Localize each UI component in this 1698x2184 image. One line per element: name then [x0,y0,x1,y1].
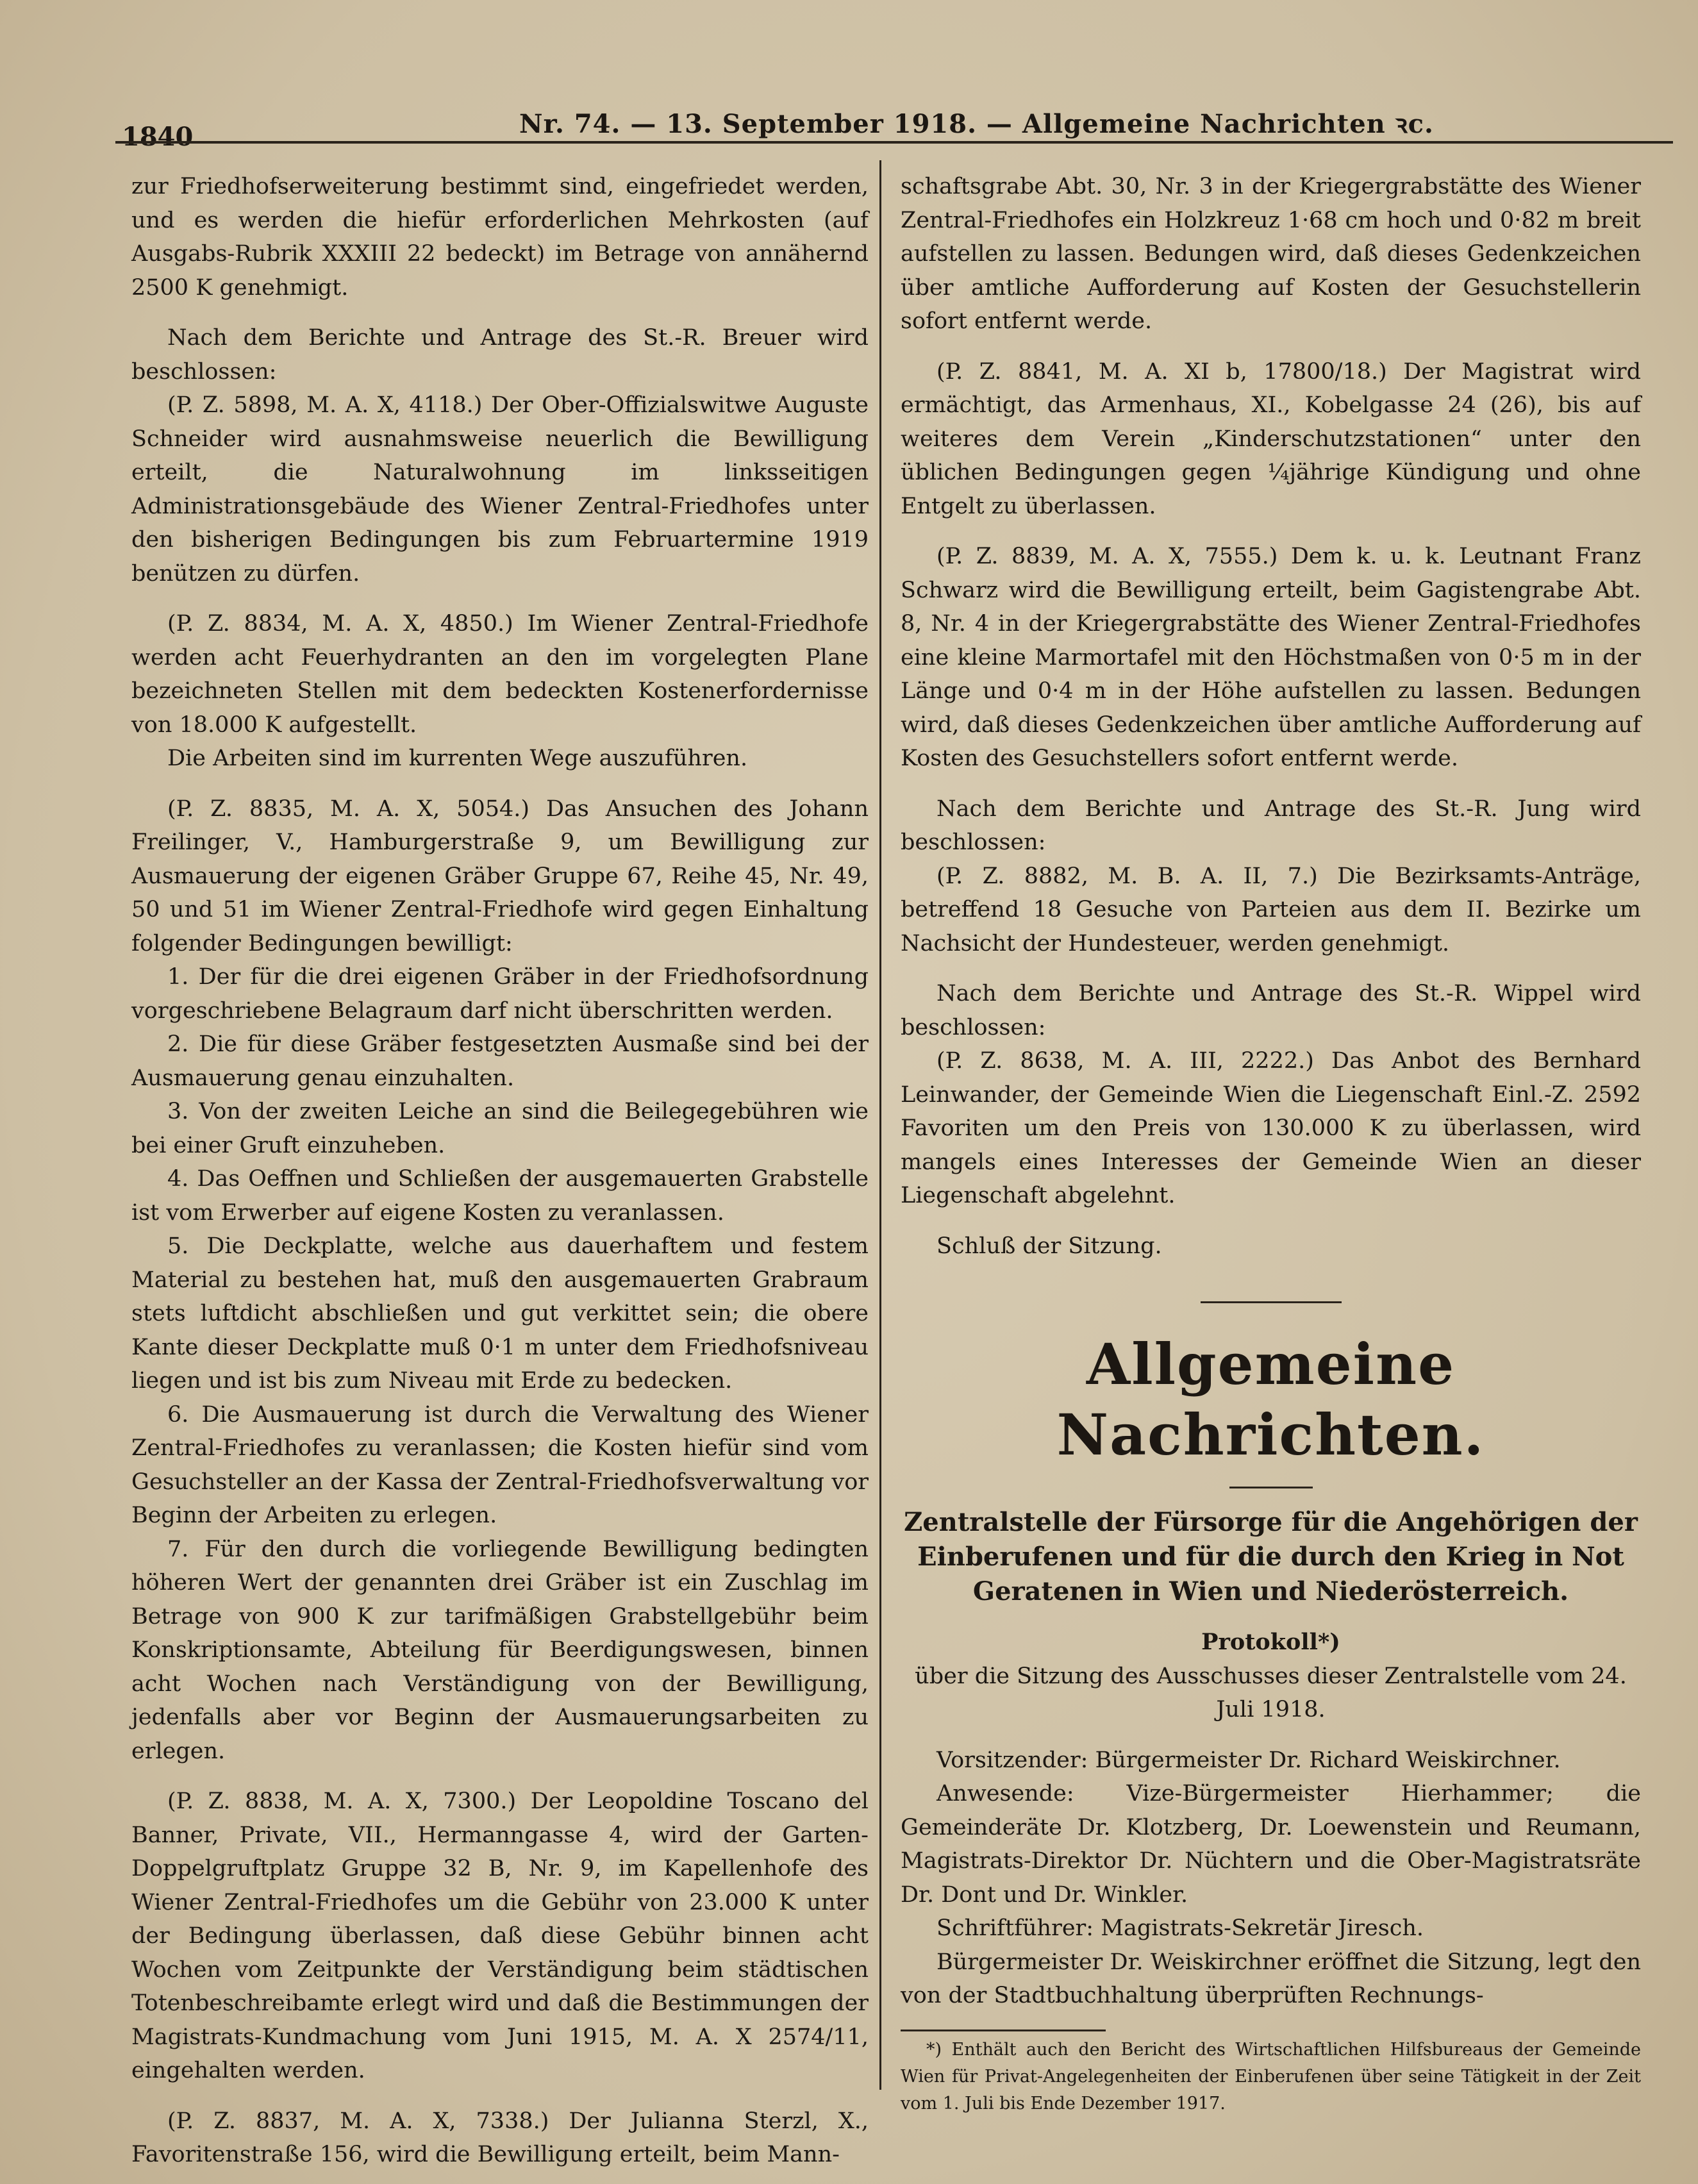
right-column [901,170,1641,2117]
paragraph: (P. Z. 8838, M. A. X, 7300.) Der Leopoldine Toscano del Banner, Private, VII., Hermanngasse 4, wird der Garten-Doppelgruftplatz Gruppe 32 B, Nr. 9, im Kapellenhofe des Wiener Zentral-Friedhofes um die Gebühr von 23.000 K unter der Bedingung überlassen, daß diese Gebühr binnen acht Wochen vom Zeitpunkte der Verständigung beim städtischen Totenbeschreibamte erlegt wird und daß die Bestimmungen der Magistrats-Kundmachung vom Juni 1915, M. A. X 2574/11, eingehalten werden. [131,1788,869,2083]
resolution-intro: Nach dem Berichte und Antrage des St.-R. Breuer wird beschlossen: [131,325,869,385]
condition-item: 2. Die für diese Gräber festgesetzten Ausmaße sind bei der Ausmauerung genau einzuhalten. [131,1031,869,1091]
condition-item: 5. Die Deckplatte, welche aus dauerhaftem und festem Material zu bestehen hat, muß den ausgemauerten Grabraum stets luftdicht abschließen und gut verkittet sein; die obere Kante dieser Deckplatte muß 0·1 m unter dem Friedhofsniveau liegen und ist bis zum Niveau mit Erde zu bedecken. [131,1233,869,1394]
condition-item: 4. Das Oeffnen und Schließen der ausgemauerten Grabstelle ist vom Erwerber auf eigene Kosten zu veranlassen. [131,1166,869,1226]
protocol-subtitle: über die Sitzung des Ausschusses dieser Zentralstelle vom 24. Juli 1918. [915,1663,1627,1722]
footnote: *) Enthält auch den Bericht des Wirtschaftlichen Hilfsbureaus der Gemeinde Wien für Privat-Angelegenheiten der Einberufenen über seine Tätigkeit in der Zeit vom 1. Juli bis Ende Dezember 1917. [901,2039,1641,2113]
protocol-title: Protokoll*) [1201,1629,1340,1655]
header-rule [115,141,1673,144]
paragraph: (P. Z. 8835, M. A. X, 5054.) Das Ansuchen des Johann Freilinger, V., Hamburgerstraße 9, um Bewilligung zur Ausmauerung der eigenen Gräber Gruppe 67, Reihe 45, Nr. 49, 50 und 51 im Wiener Zentral-Friedhofe wird gegen Einhaltung folgender Bedingungen bewilligt: [131,796,869,956]
paragraph: Bürgermeister Dr. Weiskirchner eröffnet die Sitzung, legt den von der Stadtbuchhaltung überprüften Rechnungs- [901,1949,1641,2008]
paragraph: Die Arbeiten sind im kurrenten Wege auszuführen. [167,746,748,771]
chair-line: Vorsitzender: Bürgermeister Dr. Richard Weiskirchner. [936,1747,1561,1773]
paragraph: schaftsgrabe Abt. 30, Nr. 3 in der Kriegergrabstätte des Wiener Zentral-Friedhofes ein Holzkreuz 1·68 cm hoch und 0·82 m breit aufstellen zu lassen. Bedungen wird, daß dieses Gedenkzeichen über amtliche Aufforderung auf Kosten der Gesuchstellerin sofort entfernt werde. [901,174,1641,334]
left-column [131,170,869,2172]
article-heading: Zentralstelle der Fürsorge für die Angehörigen der Einberufenen und für die durch den Krieg in Not Geratenen in Wien und Niederösterreich. [904,1507,1638,1606]
condition-item: 1. Der für die drei eigenen Gräber in der Friedhofsordnung vorgeschriebene Belagraum darf nicht überschritten werden. [131,964,869,1024]
footnote-rule [901,2030,1106,2031]
paragraph: (P. Z. 8882, M. B. A. II, 7.) Die Bezirksamts-Anträge, betreffend 18 Gesuche von Parteien aus dem II. Bezirke um Nachsicht der Hundesteuer, werden genehmigt. [901,863,1641,956]
paragraph: (P. Z. 8841, M. A. XI b, 17800/18.) Der Magistrat wird ermächtigt, das Armenhaus, XI., Kobelgasse 24 (26), bis auf weiteres dem Verein „Kinderschutzstationen“ unter den üblichen Bedingungen gegen ¼jährige Kündigung und ohne Entgelt zu überlassen. [901,358,1641,519]
condition-item: 6. Die Ausmauerung ist durch die Verwaltung des Wiener Zentral-Friedhofes zu veranlassen; die Kosten hiefür sind vom Gesuchsteller an der Kassa der Zentral-Friedhofsverwaltung vor Beginn der Arbeiten zu erlegen. [131,1401,869,1528]
condition-item: 7. Für den durch die vorliegende Bewilligung bedingten höheren Wert der genannten drei Gräber ist ein Zuschlag im Betrage von 900 K zur tarifmäßigen Grabstellgebühr beim Konskriptionsamte, Abteilung für Beerdigungswesen, binnen acht Wochen nach Verständigung von der Bewilligung, jedenfalls aber vor Beginn der Ausmauerungsarbeiten zu erlegen. [131,1536,869,1764]
resolution-intro: Nach dem Berichte und Antrage des St.-R. Wippel wird beschlossen: [901,981,1641,1040]
column-divider [879,160,881,2090]
attendees-line: Anwesende: Vize-Bürgermeister Hierhammer; die Gemeinderäte Dr. Klotzberg, Dr. Loewenstein und Reumann, Magistrats-Direktor Dr. Nüchtern und die Ober-Magistratsräte Dr. Dont und Dr. Winkler. [901,1781,1641,1908]
condition-item: 3. Von der zweiten Leiche an sind die Beilegegebühren wie bei einer Gruft einzuheben. [131,1099,869,1158]
paragraph: (P. Z. 8834, M. A. X, 4850.) Im Wiener Zentral-Friedhofe werden acht Feuerhydranten an den im vorgelegten Plane bezeichneten Stellen mit dem bedeckten Kostenerfordernisse von 18.000 K aufgestellt. [131,611,869,738]
page-number: 1840 [122,122,194,152]
page-header [115,96,1679,152]
paragraph: (P. Z. 5898, M. A. X, 4118.) Der Ober-Offizialswitwe Auguste Schneider wird ausnahmsweise neuerlich die Bewilligung erteilt, die Naturalwohnung im linksseitigen Administrationsgebäude des Wiener Zentral-Friedhofes unter den bisherigen Bedingungen bis zum Februartermine 1919 benützen zu dürfen. [131,392,869,587]
paragraph: zur Friedhofserweiterung bestimmt sind, eingefriedet werden, und es werden die hiefür erforderlichen Mehrkosten (auf Ausgabs-Rubrik XXXIII 22 bedeckt) im Betrage von annähernd 2500 K genehmigt. [131,174,869,301]
resolution-intro: Nach dem Berichte und Antrage des St.-R. Jung wird beschlossen: [901,796,1641,855]
section-title: Allgemeine Nachrichten. [1056,1331,1485,1468]
paragraph: (P. Z. 8638, M. A. III, 2222.) Das Anbot des Bernhard Leinwander, der Gemeinde Wien die Liegenschaft Einl.-Z. 2592 Favoriten um den Preis von 130.000 K zu überlassen, wird mangels eines Interesses der Gemeinde Wien an dieser Liegenschaft abgelehnt. [901,1048,1641,1208]
paragraph: (P. Z. 8839, M. A. X, 7555.) Dem k. u. k. Leutnant Franz Schwarz wird die Bewilligung erteilt, beim Gagistengrabe Abt. 8, Nr. 4 in der Kriegergrabstätte des Wiener Zentral-Friedhofes eine kleine Marmortafel mit den Höchstmaßen von 0·5 m in der Länge und 0·4 m in der Höhe aufstellen zu lassen. Bedungen wird, daß dieses Gedenkzeichen über amtliche Aufforderung auf Kosten des Gesuchstellers sofort entfernt werde. [901,544,1641,771]
paragraph: (P. Z. 8837, M. A. X, 7338.) Der Julianna Sterzl, X., Favoritenstraße 156, wird die Bewilligung erteilt, beim Mann- [131,2108,869,2167]
running-title: Nr. 74. — 13. September 1918. — Allgemeine Nachrichten ꝛc. [519,109,1434,139]
secretary-line: Schriftführer: Magistrats-Sekretär Jiresch. [936,1915,1424,1941]
closing-line: Schluß der Sitzung. [936,1233,1162,1259]
